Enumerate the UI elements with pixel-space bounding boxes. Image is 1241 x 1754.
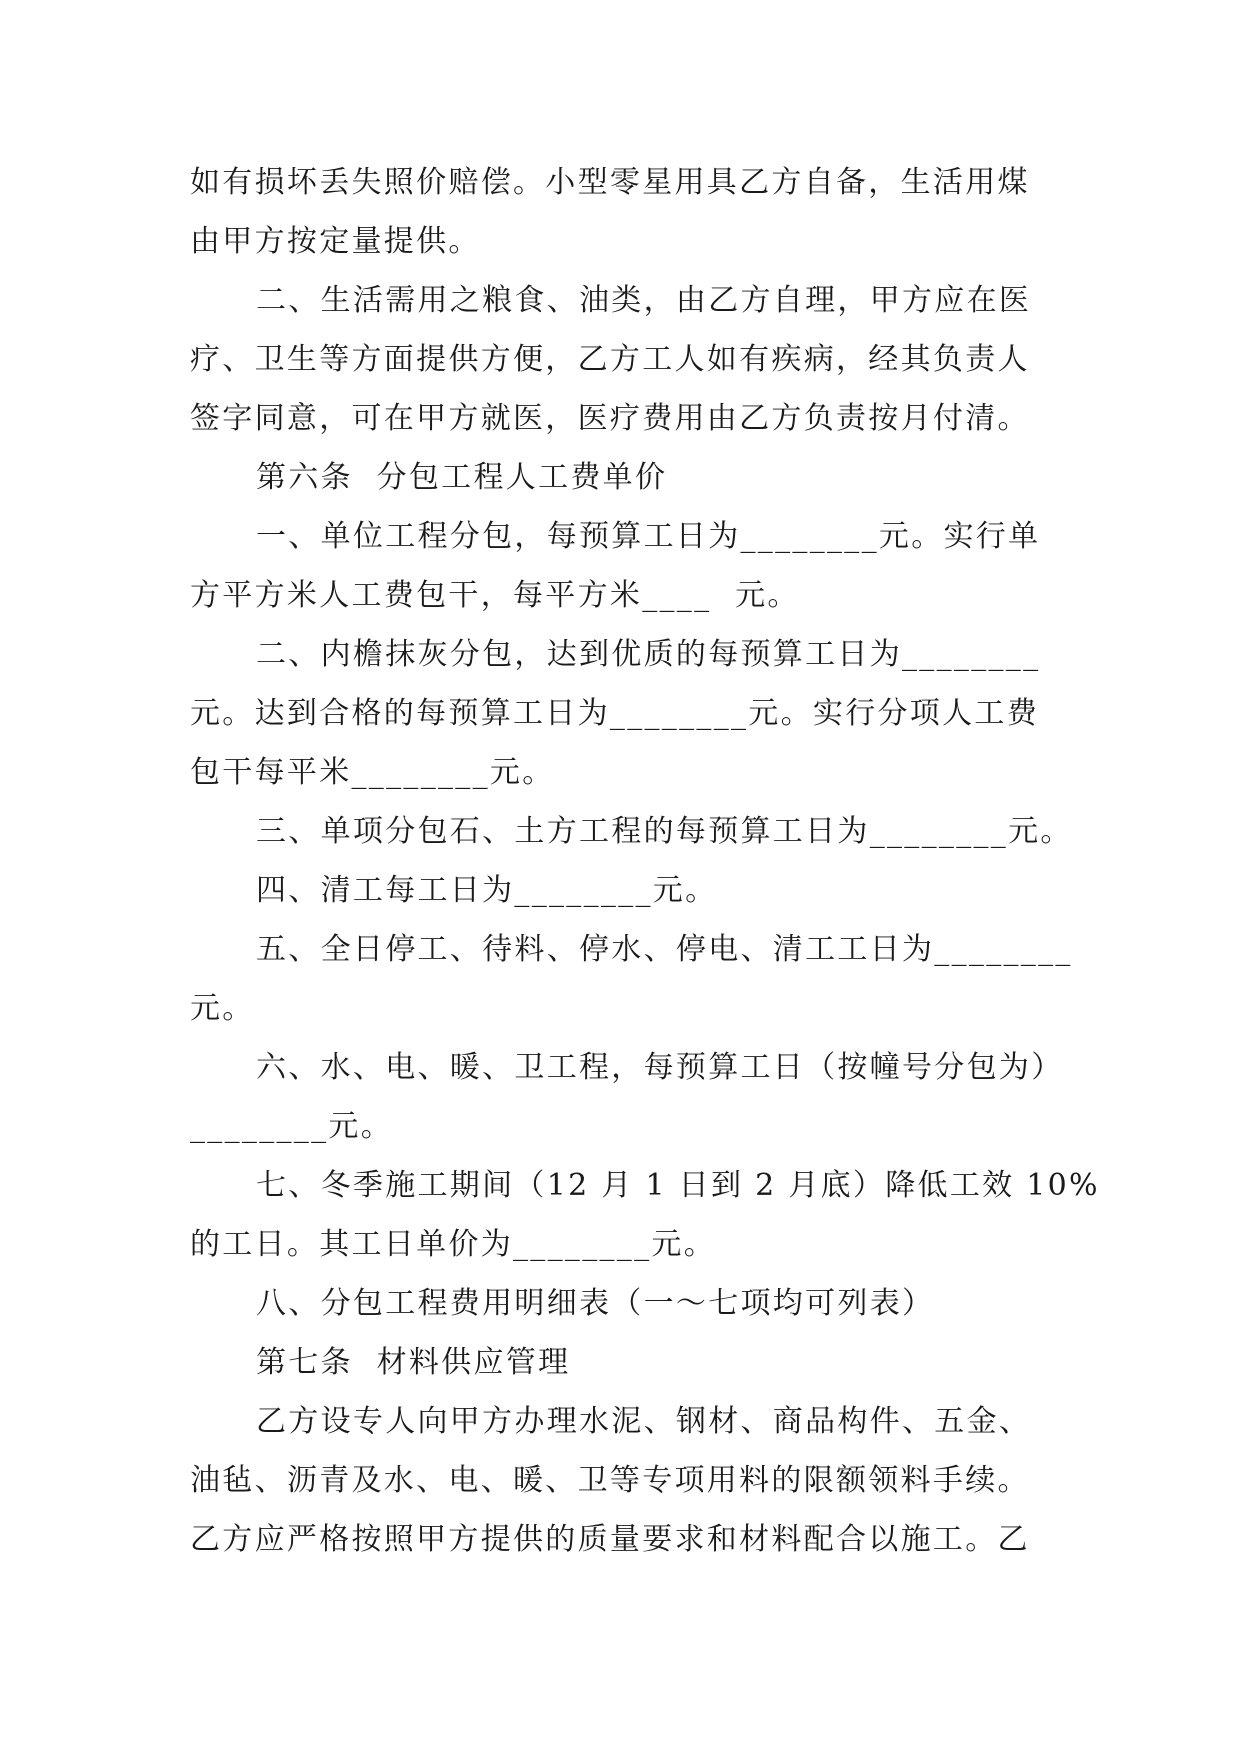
paragraph-line: 七、冬季施工期间（12 月 1 日到 2 月底）降低工效 10%	[256, 1168, 1100, 1203]
text-line: 元。达到合格的每预算工日为________元。实行分项人工费	[190, 696, 1039, 731]
paragraph-line: 三、单项分包石、土方工程的每预算工日为________元。	[256, 814, 1073, 849]
section-heading: 第七条 材料供应管理	[256, 1345, 571, 1380]
paragraph-line: 八、分包工程费用明细表（一～七项均可列表）	[256, 1286, 935, 1321]
text-line: 元。	[190, 991, 255, 1026]
text-line: 签字同意，可在甲方就医，医疗费用由乙方负责按月付清。	[190, 401, 1030, 436]
text-line: ________元。	[190, 1109, 393, 1144]
paragraph-line: 二、内檐抹灰分包，达到优质的每预算工日为________	[256, 637, 1041, 672]
paragraph-line: 五、全日停工、待料、停水、停电、清工工日为________	[256, 932, 1073, 967]
text-line: 乙方应严格按照甲方提供的质量要求和材料配合以施工。乙	[190, 1522, 1030, 1557]
section-heading: 第六条 分包工程人工费单价	[256, 460, 668, 495]
text-line: 方平方米人工费包干，每平方米____ 元。	[190, 578, 800, 613]
text-line: 疗、卫生等方面提供方便，乙方工人如有疾病，经其负责人	[190, 342, 1030, 377]
paragraph-line: 四、清工每工日为________元。	[256, 873, 718, 908]
text-line: 包干每平米________元。	[190, 755, 555, 790]
paragraph-line: 六、水、电、暖、卫工程，每预算工日（按幢号分包为）	[256, 1050, 1064, 1085]
text-line: 由甲方按定量提供。	[190, 224, 481, 259]
paragraph-line: 乙方设专人向甲方办理水泥、钢材、商品构件、五金、	[256, 1404, 1032, 1439]
text-line: 如有损坏丢失照价赔偿。小型零星用具乙方自备，生活用煤	[190, 165, 1030, 200]
text-line: 油毡、沥青及水、电、暖、卫等专项用料的限额领料手续。	[190, 1463, 1030, 1498]
text-line: 的工日。其工日单价为________元。	[190, 1227, 716, 1262]
paragraph-line: 一、单位工程分包，每预算工日为________元。实行单	[256, 519, 1041, 554]
paragraph-line: 二、生活需用之粮食、油类，由乙方自理，甲方应在医	[256, 283, 1032, 318]
